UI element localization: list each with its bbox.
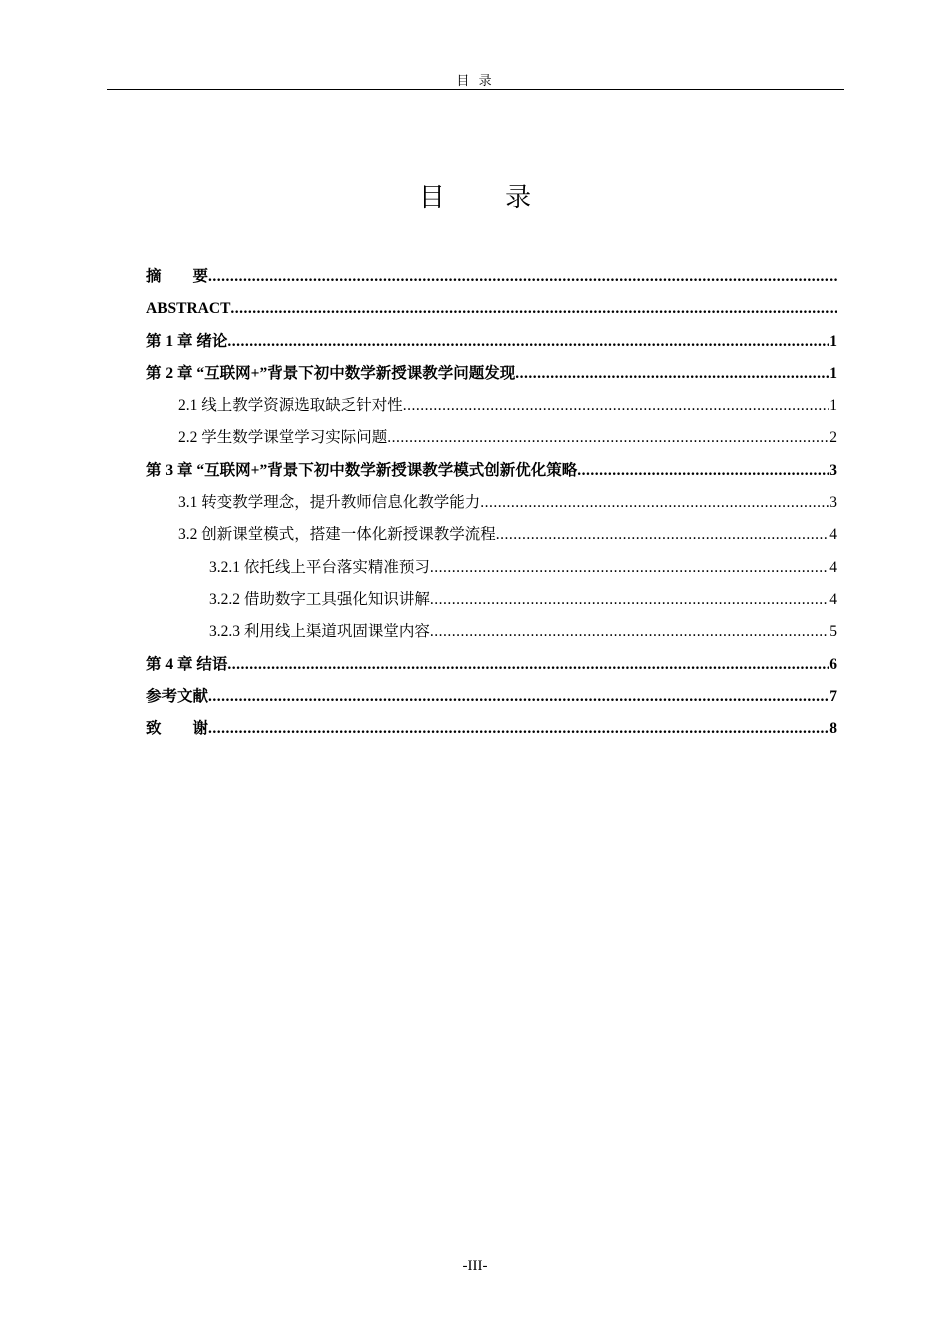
toc-entry-label: 2.1 线上教学资源选取缺乏针对性 [178,397,403,415]
toc-entry[interactable] [146,490,837,522]
toc-entry-label: 3.2 创新课堂模式，搭建一体化新授课教学流程 [178,526,496,544]
toc-entry-label: 3.2.3 利用线上渠道巩固课堂内容 [209,623,430,641]
toc-entry[interactable] [146,587,837,619]
toc-entry-page: 2 [829,429,837,447]
toc-entry[interactable] [146,619,837,651]
toc-entry-page: 1 [829,397,837,415]
toc-entry[interactable] [146,684,837,716]
toc-dot-leader [208,716,829,742]
toc-entry[interactable] [146,393,837,425]
toc-entry-label: ABSTRACT [146,300,231,318]
header-rule [107,89,844,90]
toc-entry-page: 6 [829,655,837,673]
running-header: 目 录 [456,73,495,88]
toc-dot-leader [577,458,829,484]
toc-entry-page: 4 [829,558,837,576]
toc-entry[interactable] [146,425,837,457]
toc-entry[interactable] [146,652,837,684]
toc-entry[interactable] [146,361,837,393]
toc-entry-label: 第 1 章 绪论 [146,332,228,350]
toc-dot-leader [227,329,829,355]
toc-entry[interactable] [146,716,837,748]
toc-dot-leader [515,361,829,387]
toc-dot-leader [227,652,829,678]
toc-entry-label: 摘 要 [146,268,209,285]
toc-entry-label: 致 谢 [146,720,209,738]
page-title: 目 录 [418,183,558,214]
toc-dot-leader [480,490,829,516]
toc-entry-label: 参考文献 [146,687,209,705]
toc-dot-leader [208,264,837,290]
table-of-contents [146,264,837,748]
toc-entry[interactable] [146,522,837,554]
toc-entry-page: 1 [829,332,837,350]
toc-dot-leader [430,555,829,581]
toc-dot-leader [430,587,829,613]
toc-entry-page: 7 [829,687,837,705]
toc-entry-label: 第 3 章 “互联网+”背景下初中数学新授课教学模式创新优化策略 [146,461,578,479]
toc-dot-leader [208,684,829,710]
toc-entry[interactable] [146,555,837,587]
toc-entry-page: 3 [829,461,837,479]
toc-entry[interactable] [146,264,837,296]
toc-entry-page: 4 [829,590,837,608]
toc-entry-label: 3.2.2 借助数字工具强化知识讲解 [209,590,430,608]
toc-entry-page: 3 [829,494,837,512]
toc-entry[interactable] [146,296,837,328]
toc-entry[interactable] [146,329,837,361]
toc-entry-page: 1 [829,364,837,382]
toc-entry-label: 第 4 章 结语 [146,655,228,673]
toc-entry-label: 2.2 学生数学课堂学习实际问题 [178,429,388,447]
toc-entry-label: 3.2.1 依托线上平台落实精准预习 [209,558,430,576]
toc-entry-page: 8 [829,720,837,738]
toc-dot-leader [496,522,829,548]
toc-entry[interactable] [146,458,837,490]
toc-entry-label: 第 2 章 “互联网+”背景下初中数学新授课教学问题发现 [146,364,516,382]
toc-dot-leader [230,296,837,322]
toc-dot-leader [387,425,829,451]
toc-entry-page: 5 [829,623,837,641]
toc-entry-page: 4 [829,526,837,544]
toc-dot-leader [403,393,829,419]
page-number: -III- [462,1258,488,1274]
toc-entry-label: 3.1 转变教学理念，提升教师信息化教学能力 [178,494,481,512]
toc-dot-leader [430,619,829,645]
